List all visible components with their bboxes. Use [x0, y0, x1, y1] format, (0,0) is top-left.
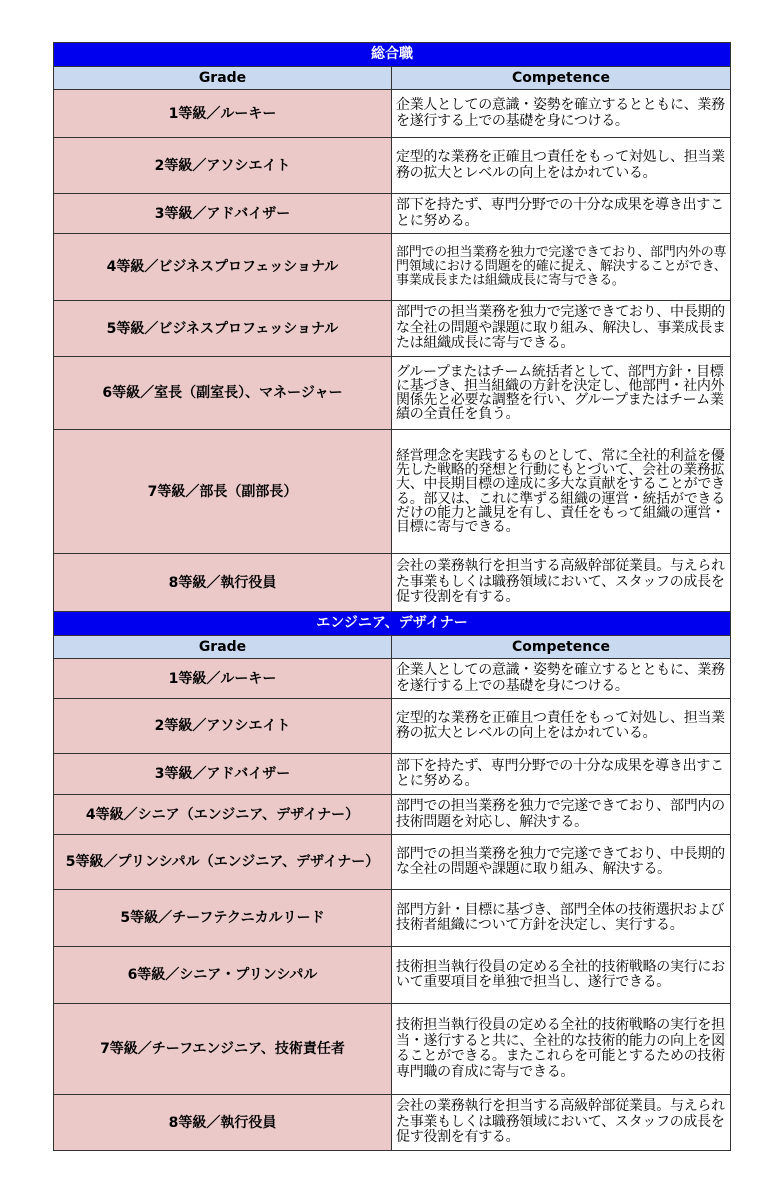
- table-row: [54, 890, 731, 947]
- competence-cell: 会社の業務執行を担当する高級幹部従業員。与えられた事業もしくは職務領域において、スタッフの成長を促す役割を有する。: [392, 554, 731, 612]
- section-title: エンジニア、デザイナー: [54, 612, 731, 636]
- section-header-engineer-designer: [54, 612, 731, 636]
- column-header-row: [54, 67, 731, 90]
- grade-column-header: Grade: [54, 67, 392, 90]
- competence-cell: 部門での担当業務を独力で完遂できており、中長期的な全社の問題や課題に取り組み、解決する。: [392, 835, 731, 890]
- grade-cell: 2等級／アソシエイト: [54, 699, 392, 754]
- grade-cell: 2等級／アソシエイト: [54, 138, 392, 194]
- competence-cell: 技術担当執行役員の定める全社的技術戦略の実行を担当・遂行すると共に、全社的な技術的能力の向上を図ることができる。またこれらを可能とするための技術専門職の育成に寄与できる。: [392, 1004, 731, 1095]
- grade-cell: 7等級／チーフエンジニア、技術責任者: [54, 1004, 392, 1095]
- grade-cell: 5等級／プリンシパル（エンジニア、デザイナー）: [54, 835, 392, 890]
- grade-cell: 7等級／部長（副部長）: [54, 430, 392, 554]
- competence-column-header: Competence: [392, 67, 731, 90]
- grade-cell: 3等級／アドバイザー: [54, 194, 392, 234]
- competence-cell: 企業人としての意識・姿勢を確立するとともに、業務を遂行する上での基礎を身につける。: [392, 90, 731, 138]
- grade-cell: 1等級／ルーキー: [54, 659, 392, 699]
- competence-cell: グループまたはチーム統括者として、部門方針・目標に基づき、担当組織の方針を決定し、他部門・社内外関係先と必要な調整を行い、グループまたはチーム業績の全責任を負う。: [392, 357, 731, 430]
- table-row: [54, 357, 731, 430]
- table-row: [54, 194, 731, 234]
- grade-cell: 8等級／執行役員: [54, 554, 392, 612]
- competence-cell: 企業人としての意識・姿勢を確立するとともに、業務を遂行する上での基礎を身につける。: [392, 659, 731, 699]
- table-row: [54, 947, 731, 1004]
- competence-cell: 定型的な業務を正確且つ責任をもって対処し、担当業務の拡大とレベルの向上をはかれている。: [392, 138, 731, 194]
- table-row: [54, 1095, 731, 1151]
- table-row: [54, 795, 731, 835]
- section-title: 総合職: [54, 43, 731, 67]
- grade-competence-table: [53, 42, 731, 1151]
- grade-cell: 5等級／ビジネスプロフェッショナル: [54, 301, 392, 357]
- table-row: [54, 754, 731, 795]
- table-row: [54, 835, 731, 890]
- competence-cell: 部門での担当業務を独力で完遂できており、部門内の技術問題を対応し、解決する。: [392, 795, 731, 835]
- competence-cell: 部下を持たず、専門分野での十分な成果を導き出すことに努める。: [392, 754, 731, 795]
- competence-cell: 定型的な業務を正確且つ責任をもって対処し、担当業務の拡大とレベルの向上をはかれている。: [392, 699, 731, 754]
- competence-cell: 部門での担当業務を独力で完遂できており、部門内外の専門領域における問題を的確に捉え、解決することができ、事業成長または組織成長に寄与できる。: [392, 234, 731, 301]
- grade-cell: 6等級／シニア・プリンシパル: [54, 947, 392, 1004]
- competence-cell: 部門方針・目標に基づき、部門全体の技術選択および技術者組織について方針を決定し、実行する。: [392, 890, 731, 947]
- table-row: [54, 301, 731, 357]
- competence-cell: 部門での担当業務を独力で完遂できており、中長期的な全社の問題や課題に取り組み、解決し、事業成長または組織成長に寄与できる。: [392, 301, 731, 357]
- table-row: [54, 659, 731, 699]
- table-row: [54, 1004, 731, 1095]
- table-row: [54, 554, 731, 612]
- competence-cell: 経営理念を実践するものとして、常に全社的利益を優先した戦略的発想と行動にもとづいて、会社の業務拡大、中長期目標の達成に多大な貢献をすることができる。部又は、これに準ずる組織の運営・統括ができるだけの能力と識見を有し、責任をもって組織の運営・目標に寄与できる。: [392, 430, 731, 554]
- table-row: [54, 90, 731, 138]
- grade-cell: 6等級／室長（副室長）、マネージャー: [54, 357, 392, 430]
- grade-cell: 8等級／執行役員: [54, 1095, 392, 1151]
- grade-cell: 1等級／ルーキー: [54, 90, 392, 138]
- grade-column-header: Grade: [54, 636, 392, 659]
- table-row: [54, 138, 731, 194]
- table-row: [54, 234, 731, 301]
- table-row: [54, 699, 731, 754]
- grade-cell: 4等級／シニア（エンジニア、デザイナー）: [54, 795, 392, 835]
- competence-cell: 部下を持たず、専門分野での十分な成果を導き出すことに努める。: [392, 194, 731, 234]
- competence-column-header: Competence: [392, 636, 731, 659]
- column-header-row: [54, 636, 731, 659]
- grade-cell: 4等級／ビジネスプロフェッショナル: [54, 234, 392, 301]
- grade-cell: 3等級／アドバイザー: [54, 754, 392, 795]
- competence-cell: 会社の業務執行を担当する高級幹部従業員。与えられた事業もしくは職務領域において、スタッフの成長を促す役割を有する。: [392, 1095, 731, 1151]
- section-header-general: [54, 43, 731, 67]
- table-row: [54, 430, 731, 554]
- competence-cell: 技術担当執行役員の定める全社的技術戦略の実行において重要項目を単独で担当し、遂行できる。: [392, 947, 731, 1004]
- grade-cell: 5等級／チーフテクニカルリード: [54, 890, 392, 947]
